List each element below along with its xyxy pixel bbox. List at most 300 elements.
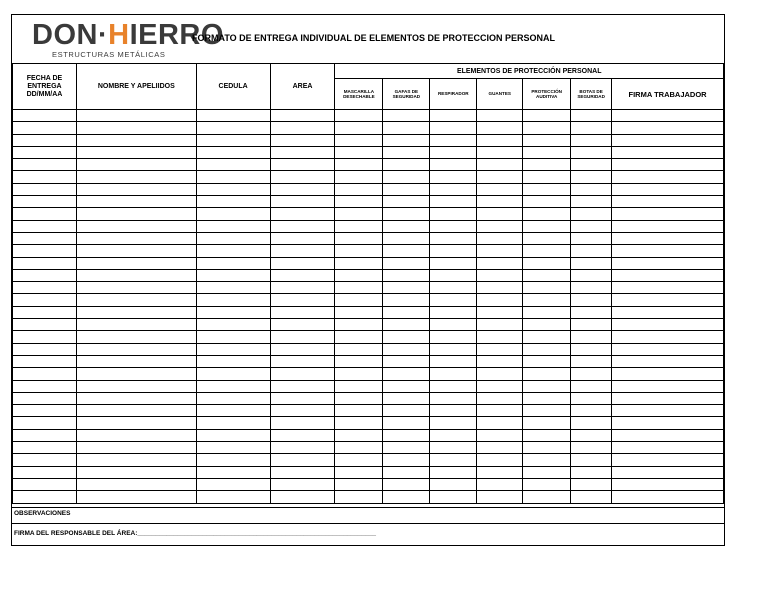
cell-botas[interactable] <box>571 343 612 355</box>
cell-proteccion[interactable] <box>523 306 571 318</box>
cell-botas[interactable] <box>571 208 612 220</box>
cell-area[interactable] <box>270 343 335 355</box>
cell-cedula[interactable] <box>196 331 270 343</box>
cell-area[interactable] <box>270 368 335 380</box>
cell-botas[interactable] <box>571 306 612 318</box>
cell-fecha[interactable] <box>13 392 77 404</box>
cell-gafas[interactable] <box>383 171 430 183</box>
cell-fecha[interactable] <box>13 257 77 269</box>
cell-fecha[interactable] <box>13 368 77 380</box>
cell-proteccion[interactable] <box>523 208 571 220</box>
cell-guantes[interactable] <box>477 331 523 343</box>
cell-respirador[interactable] <box>430 196 477 208</box>
cell-firma[interactable] <box>612 319 724 331</box>
cell-nombre[interactable] <box>76 306 196 318</box>
cell-nombre[interactable] <box>76 146 196 158</box>
cell-fecha[interactable] <box>13 319 77 331</box>
cell-respirador[interactable] <box>430 355 477 367</box>
cell-gafas[interactable] <box>383 208 430 220</box>
cell-area[interactable] <box>270 196 335 208</box>
cell-gafas[interactable] <box>383 110 430 122</box>
cell-gafas[interactable] <box>383 405 430 417</box>
cell-cedula[interactable] <box>196 257 270 269</box>
cell-botas[interactable] <box>571 368 612 380</box>
cell-cedula[interactable] <box>196 392 270 404</box>
cell-proteccion[interactable] <box>523 343 571 355</box>
cell-guantes[interactable] <box>477 392 523 404</box>
cell-firma[interactable] <box>612 282 724 294</box>
cell-cedula[interactable] <box>196 122 270 134</box>
cell-gafas[interactable] <box>383 196 430 208</box>
cell-gafas[interactable] <box>383 331 430 343</box>
cell-guantes[interactable] <box>477 466 523 478</box>
cell-proteccion[interactable] <box>523 269 571 281</box>
cell-nombre[interactable] <box>76 282 196 294</box>
cell-firma[interactable] <box>612 245 724 257</box>
cell-respirador[interactable] <box>430 380 477 392</box>
cell-nombre[interactable] <box>76 245 196 257</box>
cell-firma[interactable] <box>612 478 724 490</box>
cell-guantes[interactable] <box>477 183 523 195</box>
cell-fecha[interactable] <box>13 331 77 343</box>
cell-firma[interactable] <box>612 110 724 122</box>
cell-nombre[interactable] <box>76 171 196 183</box>
cell-mascarilla[interactable] <box>335 466 383 478</box>
cell-respirador[interactable] <box>430 183 477 195</box>
cell-guantes[interactable] <box>477 134 523 146</box>
cell-fecha[interactable] <box>13 282 77 294</box>
cell-firma[interactable] <box>612 220 724 232</box>
cell-cedula[interactable] <box>196 159 270 171</box>
cell-guantes[interactable] <box>477 478 523 490</box>
cell-cedula[interactable] <box>196 417 270 429</box>
cell-mascarilla[interactable] <box>335 257 383 269</box>
cell-proteccion[interactable] <box>523 454 571 466</box>
cell-firma[interactable] <box>612 196 724 208</box>
cell-fecha[interactable] <box>13 429 77 441</box>
cell-cedula[interactable] <box>196 232 270 244</box>
cell-respirador[interactable] <box>430 146 477 158</box>
cell-respirador[interactable] <box>430 417 477 429</box>
cell-gafas[interactable] <box>383 294 430 306</box>
cell-botas[interactable] <box>571 159 612 171</box>
cell-fecha[interactable] <box>13 343 77 355</box>
cell-cedula[interactable] <box>196 355 270 367</box>
cell-respirador[interactable] <box>430 171 477 183</box>
cell-cedula[interactable] <box>196 171 270 183</box>
cell-fecha[interactable] <box>13 491 77 503</box>
cell-firma[interactable] <box>612 183 724 195</box>
cell-fecha[interactable] <box>13 442 77 454</box>
cell-botas[interactable] <box>571 466 612 478</box>
cell-mascarilla[interactable] <box>335 429 383 441</box>
cell-area[interactable] <box>270 429 335 441</box>
cell-botas[interactable] <box>571 491 612 503</box>
cell-mascarilla[interactable] <box>335 220 383 232</box>
cell-gafas[interactable] <box>383 159 430 171</box>
cell-mascarilla[interactable] <box>335 159 383 171</box>
cell-respirador[interactable] <box>430 392 477 404</box>
cell-proteccion[interactable] <box>523 491 571 503</box>
cell-firma[interactable] <box>612 134 724 146</box>
cell-respirador[interactable] <box>430 122 477 134</box>
cell-area[interactable] <box>270 171 335 183</box>
cell-nombre[interactable] <box>76 269 196 281</box>
cell-area[interactable] <box>270 392 335 404</box>
cell-cedula[interactable] <box>196 442 270 454</box>
cell-cedula[interactable] <box>196 478 270 490</box>
cell-mascarilla[interactable] <box>335 478 383 490</box>
cell-guantes[interactable] <box>477 257 523 269</box>
cell-proteccion[interactable] <box>523 331 571 343</box>
cell-guantes[interactable] <box>477 110 523 122</box>
cell-cedula[interactable] <box>196 294 270 306</box>
cell-respirador[interactable] <box>430 269 477 281</box>
cell-botas[interactable] <box>571 196 612 208</box>
cell-mascarilla[interactable] <box>335 405 383 417</box>
cell-nombre[interactable] <box>76 196 196 208</box>
cell-guantes[interactable] <box>477 319 523 331</box>
cell-respirador[interactable] <box>430 405 477 417</box>
cell-cedula[interactable] <box>196 196 270 208</box>
cell-cedula[interactable] <box>196 343 270 355</box>
cell-proteccion[interactable] <box>523 405 571 417</box>
cell-guantes[interactable] <box>477 159 523 171</box>
cell-gafas[interactable] <box>383 319 430 331</box>
cell-firma[interactable] <box>612 405 724 417</box>
cell-botas[interactable] <box>571 442 612 454</box>
cell-proteccion[interactable] <box>523 294 571 306</box>
cell-firma[interactable] <box>612 331 724 343</box>
cell-area[interactable] <box>270 257 335 269</box>
cell-guantes[interactable] <box>477 171 523 183</box>
cell-respirador[interactable] <box>430 134 477 146</box>
cell-proteccion[interactable] <box>523 429 571 441</box>
cell-guantes[interactable] <box>477 405 523 417</box>
cell-guantes[interactable] <box>477 380 523 392</box>
cell-gafas[interactable] <box>383 306 430 318</box>
cell-area[interactable] <box>270 380 335 392</box>
cell-fecha[interactable] <box>13 220 77 232</box>
cell-proteccion[interactable] <box>523 122 571 134</box>
cell-cedula[interactable] <box>196 183 270 195</box>
cell-cedula[interactable] <box>196 429 270 441</box>
cell-proteccion[interactable] <box>523 159 571 171</box>
cell-respirador[interactable] <box>430 220 477 232</box>
cell-proteccion[interactable] <box>523 319 571 331</box>
firma-responsable-row[interactable] <box>12 524 724 545</box>
cell-guantes[interactable] <box>477 429 523 441</box>
cell-botas[interactable] <box>571 183 612 195</box>
cell-guantes[interactable] <box>477 343 523 355</box>
cell-nombre[interactable] <box>76 491 196 503</box>
cell-botas[interactable] <box>571 392 612 404</box>
cell-fecha[interactable] <box>13 306 77 318</box>
cell-area[interactable] <box>270 282 335 294</box>
cell-guantes[interactable] <box>477 269 523 281</box>
cell-botas[interactable] <box>571 319 612 331</box>
cell-fecha[interactable] <box>13 146 77 158</box>
cell-fecha[interactable] <box>13 159 77 171</box>
cell-mascarilla[interactable] <box>335 171 383 183</box>
cell-gafas[interactable] <box>383 343 430 355</box>
cell-guantes[interactable] <box>477 306 523 318</box>
cell-mascarilla[interactable] <box>335 282 383 294</box>
cell-firma[interactable] <box>612 208 724 220</box>
cell-fecha[interactable] <box>13 380 77 392</box>
cell-fecha[interactable] <box>13 454 77 466</box>
cell-guantes[interactable] <box>477 245 523 257</box>
cell-cedula[interactable] <box>196 306 270 318</box>
cell-firma[interactable] <box>612 355 724 367</box>
cell-respirador[interactable] <box>430 331 477 343</box>
cell-firma[interactable] <box>612 171 724 183</box>
cell-mascarilla[interactable] <box>335 134 383 146</box>
cell-respirador[interactable] <box>430 478 477 490</box>
cell-gafas[interactable] <box>383 454 430 466</box>
cell-nombre[interactable] <box>76 208 196 220</box>
cell-gafas[interactable] <box>383 257 430 269</box>
cell-fecha[interactable] <box>13 405 77 417</box>
cell-proteccion[interactable] <box>523 196 571 208</box>
cell-firma[interactable] <box>612 392 724 404</box>
cell-mascarilla[interactable] <box>335 392 383 404</box>
cell-area[interactable] <box>270 294 335 306</box>
cell-guantes[interactable] <box>477 220 523 232</box>
cell-respirador[interactable] <box>430 343 477 355</box>
cell-cedula[interactable] <box>196 282 270 294</box>
cell-proteccion[interactable] <box>523 257 571 269</box>
cell-gafas[interactable] <box>383 134 430 146</box>
cell-proteccion[interactable] <box>523 380 571 392</box>
cell-nombre[interactable] <box>76 466 196 478</box>
cell-firma[interactable] <box>612 257 724 269</box>
cell-guantes[interactable] <box>477 442 523 454</box>
cell-gafas[interactable] <box>383 122 430 134</box>
cell-area[interactable] <box>270 159 335 171</box>
cell-nombre[interactable] <box>76 159 196 171</box>
cell-mascarilla[interactable] <box>335 110 383 122</box>
cell-cedula[interactable] <box>196 466 270 478</box>
cell-cedula[interactable] <box>196 454 270 466</box>
cell-proteccion[interactable] <box>523 171 571 183</box>
cell-gafas[interactable] <box>383 269 430 281</box>
cell-area[interactable] <box>270 466 335 478</box>
cell-fecha[interactable] <box>13 122 77 134</box>
cell-nombre[interactable] <box>76 122 196 134</box>
cell-botas[interactable] <box>571 269 612 281</box>
cell-area[interactable] <box>270 454 335 466</box>
cell-respirador[interactable] <box>430 232 477 244</box>
cell-firma[interactable] <box>612 294 724 306</box>
cell-botas[interactable] <box>571 146 612 158</box>
cell-proteccion[interactable] <box>523 282 571 294</box>
cell-cedula[interactable] <box>196 146 270 158</box>
cell-guantes[interactable] <box>477 417 523 429</box>
cell-nombre[interactable] <box>76 454 196 466</box>
cell-guantes[interactable] <box>477 208 523 220</box>
observaciones-row[interactable] <box>12 507 724 524</box>
cell-firma[interactable] <box>612 343 724 355</box>
cell-nombre[interactable] <box>76 380 196 392</box>
cell-nombre[interactable] <box>76 392 196 404</box>
cell-nombre[interactable] <box>76 294 196 306</box>
cell-respirador[interactable] <box>430 454 477 466</box>
cell-mascarilla[interactable] <box>335 380 383 392</box>
cell-area[interactable] <box>270 405 335 417</box>
cell-nombre[interactable] <box>76 183 196 195</box>
cell-nombre[interactable] <box>76 442 196 454</box>
cell-botas[interactable] <box>571 122 612 134</box>
cell-area[interactable] <box>270 208 335 220</box>
cell-respirador[interactable] <box>430 319 477 331</box>
cell-guantes[interactable] <box>477 196 523 208</box>
cell-firma[interactable] <box>612 159 724 171</box>
cell-mascarilla[interactable] <box>335 269 383 281</box>
cell-mascarilla[interactable] <box>335 196 383 208</box>
cell-respirador[interactable] <box>430 257 477 269</box>
cell-area[interactable] <box>270 319 335 331</box>
cell-area[interactable] <box>270 269 335 281</box>
cell-gafas[interactable] <box>383 417 430 429</box>
cell-proteccion[interactable] <box>523 220 571 232</box>
cell-area[interactable] <box>270 146 335 158</box>
cell-nombre[interactable] <box>76 319 196 331</box>
cell-fecha[interactable] <box>13 134 77 146</box>
cell-fecha[interactable] <box>13 269 77 281</box>
cell-cedula[interactable] <box>196 380 270 392</box>
cell-guantes[interactable] <box>477 368 523 380</box>
cell-firma[interactable] <box>612 442 724 454</box>
cell-area[interactable] <box>270 122 335 134</box>
cell-respirador[interactable] <box>430 294 477 306</box>
cell-mascarilla[interactable] <box>335 208 383 220</box>
cell-respirador[interactable] <box>430 442 477 454</box>
cell-nombre[interactable] <box>76 220 196 232</box>
cell-cedula[interactable] <box>196 110 270 122</box>
cell-botas[interactable] <box>571 417 612 429</box>
cell-firma[interactable] <box>612 417 724 429</box>
cell-firma[interactable] <box>612 306 724 318</box>
cell-gafas[interactable] <box>383 478 430 490</box>
cell-proteccion[interactable] <box>523 478 571 490</box>
cell-mascarilla[interactable] <box>335 232 383 244</box>
cell-fecha[interactable] <box>13 196 77 208</box>
cell-gafas[interactable] <box>383 442 430 454</box>
cell-cedula[interactable] <box>196 134 270 146</box>
cell-cedula[interactable] <box>196 491 270 503</box>
cell-proteccion[interactable] <box>523 146 571 158</box>
cell-area[interactable] <box>270 491 335 503</box>
cell-firma[interactable] <box>612 269 724 281</box>
cell-nombre[interactable] <box>76 478 196 490</box>
cell-botas[interactable] <box>571 429 612 441</box>
cell-proteccion[interactable] <box>523 232 571 244</box>
cell-guantes[interactable] <box>477 294 523 306</box>
cell-respirador[interactable] <box>430 306 477 318</box>
cell-mascarilla[interactable] <box>335 442 383 454</box>
cell-gafas[interactable] <box>383 368 430 380</box>
cell-fecha[interactable] <box>13 232 77 244</box>
cell-fecha[interactable] <box>13 355 77 367</box>
cell-area[interactable] <box>270 183 335 195</box>
cell-botas[interactable] <box>571 171 612 183</box>
cell-fecha[interactable] <box>13 417 77 429</box>
cell-fecha[interactable] <box>13 466 77 478</box>
cell-nombre[interactable] <box>76 355 196 367</box>
cell-area[interactable] <box>270 232 335 244</box>
cell-nombre[interactable] <box>76 232 196 244</box>
cell-gafas[interactable] <box>383 429 430 441</box>
cell-gafas[interactable] <box>383 355 430 367</box>
cell-mascarilla[interactable] <box>335 343 383 355</box>
cell-botas[interactable] <box>571 405 612 417</box>
cell-guantes[interactable] <box>477 491 523 503</box>
cell-nombre[interactable] <box>76 110 196 122</box>
cell-mascarilla[interactable] <box>335 331 383 343</box>
cell-guantes[interactable] <box>477 454 523 466</box>
cell-guantes[interactable] <box>477 122 523 134</box>
cell-guantes[interactable] <box>477 355 523 367</box>
cell-botas[interactable] <box>571 294 612 306</box>
cell-guantes[interactable] <box>477 282 523 294</box>
cell-gafas[interactable] <box>383 232 430 244</box>
cell-mascarilla[interactable] <box>335 122 383 134</box>
cell-cedula[interactable] <box>196 319 270 331</box>
cell-gafas[interactable] <box>383 245 430 257</box>
cell-mascarilla[interactable] <box>335 146 383 158</box>
cell-proteccion[interactable] <box>523 110 571 122</box>
cell-mascarilla[interactable] <box>335 491 383 503</box>
cell-mascarilla[interactable] <box>335 319 383 331</box>
cell-botas[interactable] <box>571 282 612 294</box>
cell-fecha[interactable] <box>13 245 77 257</box>
cell-area[interactable] <box>270 110 335 122</box>
cell-area[interactable] <box>270 417 335 429</box>
cell-gafas[interactable] <box>383 282 430 294</box>
cell-botas[interactable] <box>571 245 612 257</box>
cell-nombre[interactable] <box>76 405 196 417</box>
cell-nombre[interactable] <box>76 417 196 429</box>
cell-gafas[interactable] <box>383 183 430 195</box>
cell-firma[interactable] <box>612 146 724 158</box>
cell-botas[interactable] <box>571 355 612 367</box>
cell-proteccion[interactable] <box>523 368 571 380</box>
cell-gafas[interactable] <box>383 392 430 404</box>
cell-firma[interactable] <box>612 368 724 380</box>
cell-guantes[interactable] <box>477 232 523 244</box>
cell-firma[interactable] <box>612 491 724 503</box>
cell-area[interactable] <box>270 442 335 454</box>
cell-firma[interactable] <box>612 429 724 441</box>
cell-nombre[interactable] <box>76 134 196 146</box>
cell-fecha[interactable] <box>13 208 77 220</box>
cell-area[interactable] <box>270 134 335 146</box>
cell-area[interactable] <box>270 478 335 490</box>
cell-fecha[interactable] <box>13 110 77 122</box>
cell-fecha[interactable] <box>13 478 77 490</box>
cell-proteccion[interactable] <box>523 466 571 478</box>
cell-proteccion[interactable] <box>523 442 571 454</box>
cell-nombre[interactable] <box>76 429 196 441</box>
cell-respirador[interactable] <box>430 429 477 441</box>
cell-gafas[interactable] <box>383 146 430 158</box>
cell-cedula[interactable] <box>196 405 270 417</box>
cell-area[interactable] <box>270 306 335 318</box>
cell-proteccion[interactable] <box>523 183 571 195</box>
cell-mascarilla[interactable] <box>335 454 383 466</box>
cell-cedula[interactable] <box>196 220 270 232</box>
